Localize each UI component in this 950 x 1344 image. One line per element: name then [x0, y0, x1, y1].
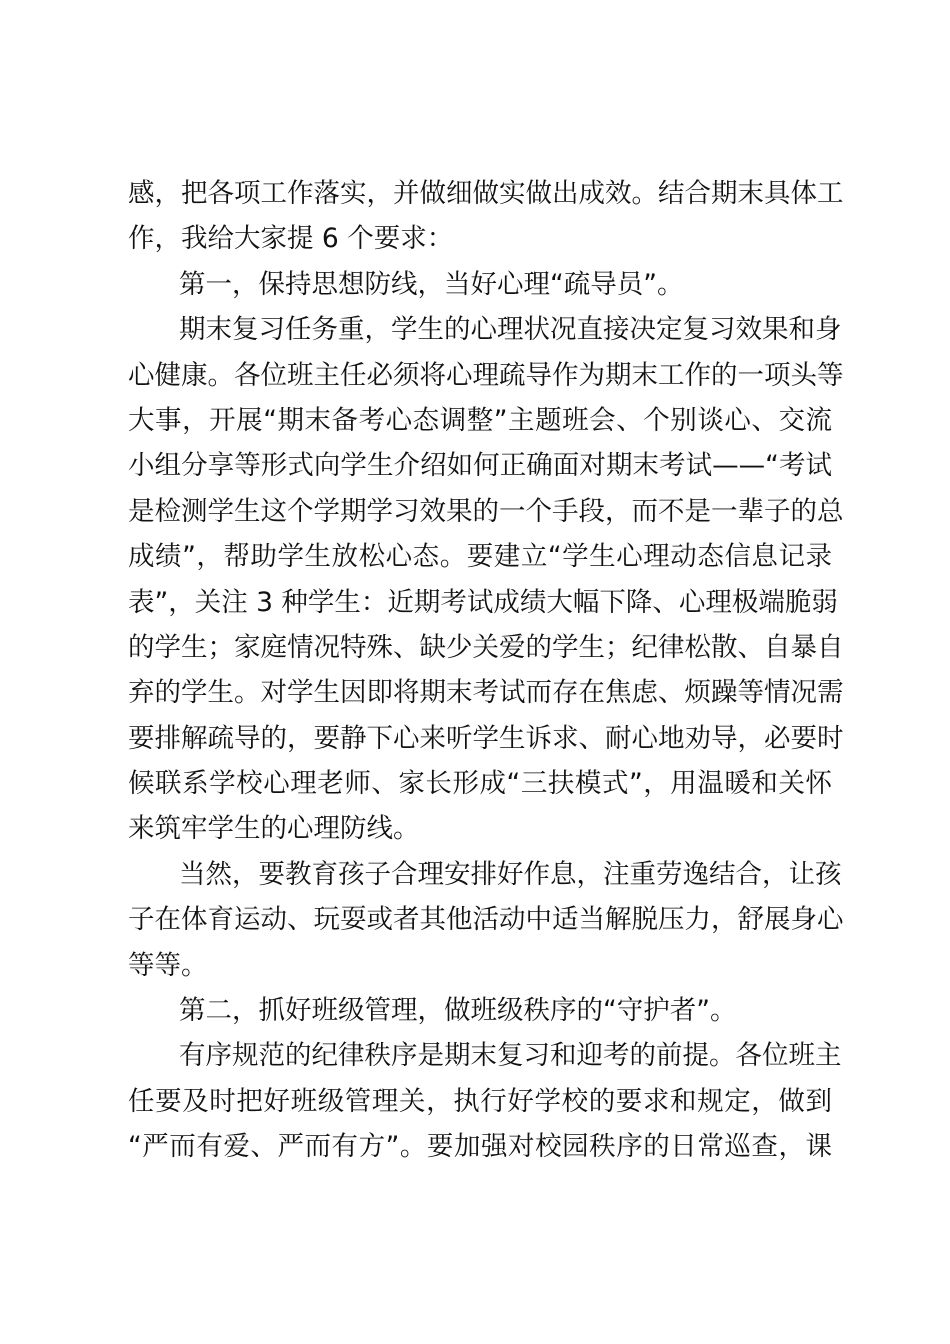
text-line: 小组分享等形式向学生介绍如何正确面对期末考试——“考试: [128, 450, 832, 482]
text-line: 第二，抓好班级管理，做班级秩序的“守护者”。: [179, 995, 737, 1027]
body-text: [128, 171, 844, 1170]
text-line: 候联系学校心理老师、家长形成“三扶模式”，用温暖和关怀: [128, 768, 832, 800]
text-line: 要排解疏导的，要静下心来听学生诉求、耐心地劝导，必要时: [128, 722, 844, 754]
text-line: 是检测学生这个学期学习效果的一个手段，而不是一辈子的总: [128, 495, 844, 527]
text-line: 任要及时把好班级管理关，执行好学校的要求和规定，做到: [128, 1085, 832, 1117]
text-line: 期末复习任务重，学生的心理状况直接决定复习效果和身: [179, 314, 842, 346]
text-line: 的学生；家庭情况特殊、缺少关爱的学生；纪律松散、自暴自: [128, 631, 844, 663]
text-line: 当然，要教育孩子合理安排好作息，注重劳逸结合，让孩: [179, 858, 842, 890]
text-line: 弃的学生。对学生因即将期末考试而存在焦虑、烦躁等情况需: [128, 677, 844, 709]
text-line: 子在体育运动、玩耍或者其他活动中适当解脱压力，舒展身心: [128, 904, 844, 936]
text-line: 等等。: [128, 949, 208, 981]
text-line: 表”，关注 3 种学生：近期考试成绩大幅下降、心理极端脆弱: [128, 586, 838, 618]
text-line: 成绩”，帮助学生放松心态。要建立“学生心理动态信息记录: [128, 541, 832, 573]
text-line: 第一，保持思想防线，当好心理“疏导员”。: [179, 268, 684, 300]
text-line: 来筑牢学生的心理防线。: [128, 813, 420, 845]
text-line: 感，把各项工作落实，并做细做实做出成效。结合期末具体工: [128, 178, 844, 209]
text-line: 作，我给大家提 6 个要求：: [128, 223, 454, 255]
text-line: 有序规范的纪律秩序是期末复习和迎考的前提。各位班主: [179, 1040, 842, 1072]
text-line: 大事，开展“期末备考心态调整”主题班会、个别谈心、交流: [128, 404, 832, 436]
text-line: 心健康。各位班主任必须将心理疏导作为期末工作的一项头等: [128, 359, 844, 391]
text-line: “严而有爱、严而有方”。要加强对校园秩序的日常巡查，课: [128, 1131, 832, 1163]
